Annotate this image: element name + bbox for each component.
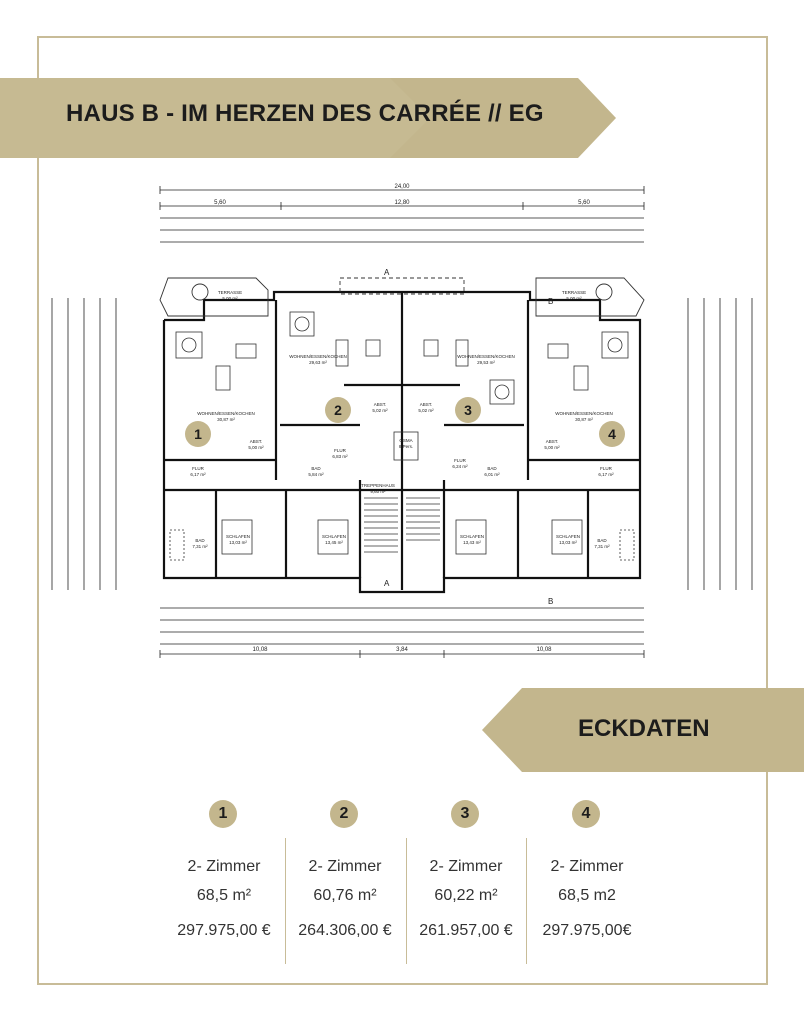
unit-price: 297.975,00 € <box>177 922 271 939</box>
axis-a-bottom: A <box>384 579 390 588</box>
wohnen-4-label: WOHNEN/ESSEN/KOCHEN <box>555 411 613 416</box>
unit-number: 4 <box>572 800 600 828</box>
dim-lower-right: 10,08 <box>536 647 552 653</box>
flur-3-label: FLUR <box>454 458 466 463</box>
bad-3-label: BAD <box>487 466 497 471</box>
unit-rooms: 2- Zimmer <box>308 858 382 875</box>
wohnen-2-label: WOHNEN/ESSEN/KOCHEN <box>289 354 347 359</box>
terrasse-left-label: TERRASSE <box>217 290 243 295</box>
unit-number: 3 <box>451 800 479 828</box>
axis-b-bottom: B <box>548 597 554 606</box>
unit-number: 2 <box>330 800 358 828</box>
page-title: HAUS B - IM HERZEN DES CARRÉE // EG <box>66 100 544 127</box>
abst-4-area: 5,00 m² <box>544 445 560 450</box>
unit-area: 60,22 m² <box>434 887 498 904</box>
lift-info: 8 Pers. <box>398 444 414 449</box>
column-divider <box>526 838 527 964</box>
abst-3-label: ABST. <box>419 402 433 407</box>
column-divider <box>285 838 286 964</box>
flur-4-label: FLUR <box>600 466 612 471</box>
floor-plan <box>40 180 764 660</box>
wohnen-3-area: 29,53 m² <box>477 360 495 365</box>
flur-3-area: 6,24 m² <box>452 464 468 469</box>
unit-card <box>285 800 405 965</box>
schlafen-3-area: 13,43 m² <box>463 540 481 545</box>
section-title: ECKDATEN <box>578 715 710 742</box>
wohnen-4-area: 30,87 m² <box>575 417 593 422</box>
schlafen-1-label: SCHLAFEN <box>225 534 251 539</box>
flur-2-area: 6,83 m² <box>332 454 348 459</box>
unit-area: 68,5 m2 <box>558 887 616 904</box>
terrasse-left-area: 5,00 m² <box>222 296 238 301</box>
unit-area: 68,5 m² <box>196 887 252 904</box>
title-banner <box>0 78 616 158</box>
unit-rooms: 2- Zimmer <box>550 858 624 875</box>
wohnen-2-area: 29,63 m² <box>309 360 327 365</box>
column-divider <box>406 838 407 964</box>
marker-4: 4 <box>608 426 616 442</box>
unit-rooms: 2- Zimmer <box>429 858 503 875</box>
unit-card <box>406 800 526 965</box>
bad-3-area: 6,01 m² <box>484 472 500 477</box>
marker-3: 3 <box>464 402 472 418</box>
schlafen-4-label: SCHLAFEN <box>555 534 581 539</box>
flur-1-area: 6,17 m² <box>190 472 206 477</box>
terrasse-right-area: 5,00 m² <box>566 296 582 301</box>
abst-4-label: ABST. <box>545 439 559 444</box>
dim-lower-mid: 3,84 <box>396 647 408 653</box>
abst-3-area: 5,02 m² <box>418 408 434 413</box>
unit-price: 297.975,00€ <box>542 922 632 939</box>
unit-list <box>164 800 644 965</box>
axis-a-top: A <box>384 268 390 277</box>
schlafen-2-area: 13,45 m² <box>325 540 343 545</box>
schlafen-1-area: 13,03 m² <box>229 540 247 545</box>
treppenhaus-area: 9,60 m² <box>370 489 386 494</box>
wohnen-3-label: WOHNEN/ESSEN/KOCHEN <box>457 354 515 359</box>
bad-4-label: BAD <box>597 538 607 543</box>
abst-2-area: 5,02 m² <box>372 408 388 413</box>
bad-1-label: BAD <box>195 538 205 543</box>
wohnen-1-label: WOHNEN/ESSEN/KOCHEN <box>197 411 255 416</box>
dim-upper-left: 5,60 <box>214 200 226 206</box>
dim-upper-mid: 12,80 <box>394 200 410 206</box>
terrasse-right-label: TERRASSE <box>561 290 587 295</box>
unit-area: 60,76 m² <box>313 887 377 904</box>
flur-2-label: FLUR <box>334 448 346 453</box>
schlafen-4-area: 13,03 m² <box>559 540 577 545</box>
bad-1-area: 7,31 m² <box>192 544 208 549</box>
unit-card <box>164 800 284 965</box>
bad-2-label: BAD <box>311 466 321 471</box>
unit-number: 1 <box>209 800 237 828</box>
treppenhaus-label: TREPPENHAUS <box>361 483 395 488</box>
unit-price: 261.957,00 € <box>419 922 513 939</box>
unit-price: 264.306,00 € <box>298 922 392 939</box>
abst-2-label: ABST. <box>373 402 387 407</box>
bad-4-area: 7,31 m² <box>594 544 610 549</box>
unit-card <box>527 800 647 965</box>
schlafen-3-label: SCHLAFEN <box>459 534 485 539</box>
marker-2: 2 <box>334 402 342 418</box>
marker-1: 1 <box>194 426 202 442</box>
dim-overall: 24,00 <box>394 184 410 190</box>
bad-2-area: 5,84 m² <box>308 472 324 477</box>
wohnen-1-area: 30,87 m² <box>217 417 235 422</box>
unit-rooms: 2- Zimmer <box>187 858 261 875</box>
lift-label: OSMA <box>399 438 413 443</box>
abst-1-label: ABST. <box>249 439 263 444</box>
flur-1-label: FLUR <box>192 466 204 471</box>
schlafen-2-label: SCHLAFEN <box>321 534 347 539</box>
dim-upper-right: 5,60 <box>578 200 590 206</box>
abst-1-area: 5,00 m² <box>248 445 264 450</box>
flur-4-area: 6,17 m² <box>598 472 614 477</box>
dim-lower-left: 10,08 <box>252 647 268 653</box>
eckdaten-banner <box>482 688 804 772</box>
axis-b-top: B <box>548 297 554 306</box>
